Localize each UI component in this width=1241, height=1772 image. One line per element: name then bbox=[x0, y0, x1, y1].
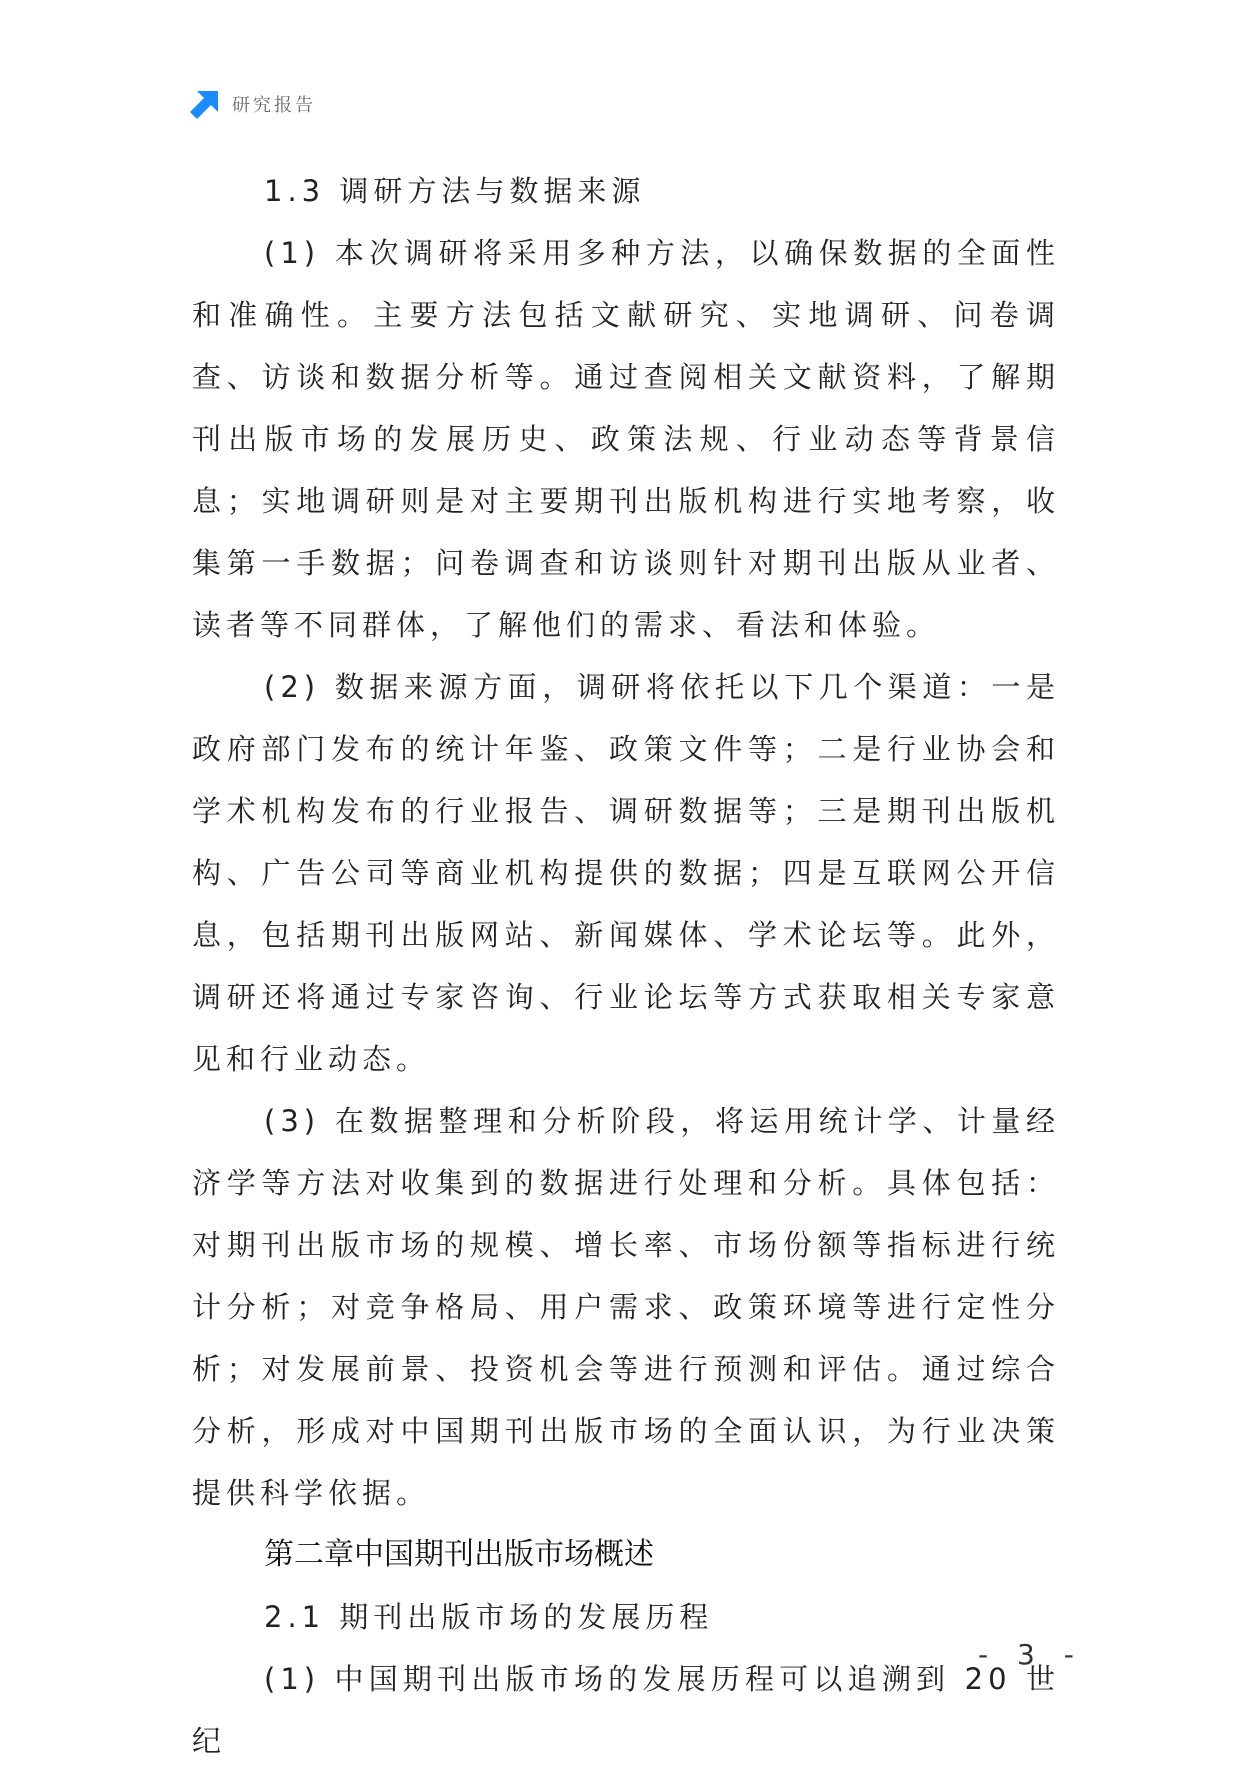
section-heading-2-1: 2.1 期刊出版市场的发展历程 bbox=[264, 1600, 714, 1634]
page-number: - 3 - bbox=[978, 1638, 1084, 1671]
header-title: 研究报告 bbox=[232, 95, 316, 116]
arrow-up-right-logo-icon bbox=[188, 87, 222, 121]
paragraph-analysis: (3) 在数据整理和分析阶段，将运用统计学、计量经济学等方法对收集到的数据进行处理和分析。具体包括：对期刊出版市场的规模、增长率、市场份额等指标进行统计分析；对竞争格局、用户需求、政策环境等进行定性分析；对发展前景、投资机会等进行预测和评估。通过综合分析，形成对中国期刊出版市场的全面认识，为行业决策提供科学依据。 bbox=[192, 1104, 1060, 1510]
page-header bbox=[188, 86, 316, 122]
document-body bbox=[192, 160, 1060, 1772]
section-heading-1-3: 1.3 调研方法与数据来源 bbox=[264, 174, 646, 208]
chapter-heading-2: 第二章中国期刊出版市场概述 bbox=[264, 1537, 654, 1572]
paragraph-methods: (1) 本次调研将采用多种方法，以确保数据的全面性和准确性。主要方法包括文献研究、实地调研、问卷调查、访谈和数据分析等。通过查阅相关文献资料，了解期刊出版市场的发展历史、政策法规、行业动态等背景信息；实地调研则是对主要期刊出版机构进行实地考察，收集第一手数据；问卷调查和访谈则针对期刊出版从业者、读者等不同群体，了解他们的需求、看法和体验。 bbox=[192, 236, 1060, 642]
paragraph-data-sources: (2) 数据来源方面，调研将依托以下几个渠道：一是政府部门发布的统计年鉴、政策文件等；二是行业协会和学术机构发布的行业报告、调研数据等；三是期刊出版机构、广告公司等商业机构提供的数据；四是互联网公开信息，包括期刊出版网站、新闻媒体、学术论坛等。此外，调研还将通过专家咨询、行业论坛等方式获取相关专家意见和行业动态。 bbox=[192, 670, 1060, 1076]
paragraph-history: (1) 中国期刊出版市场的发展历程可以追溯到 20 世纪 bbox=[192, 1662, 1060, 1758]
